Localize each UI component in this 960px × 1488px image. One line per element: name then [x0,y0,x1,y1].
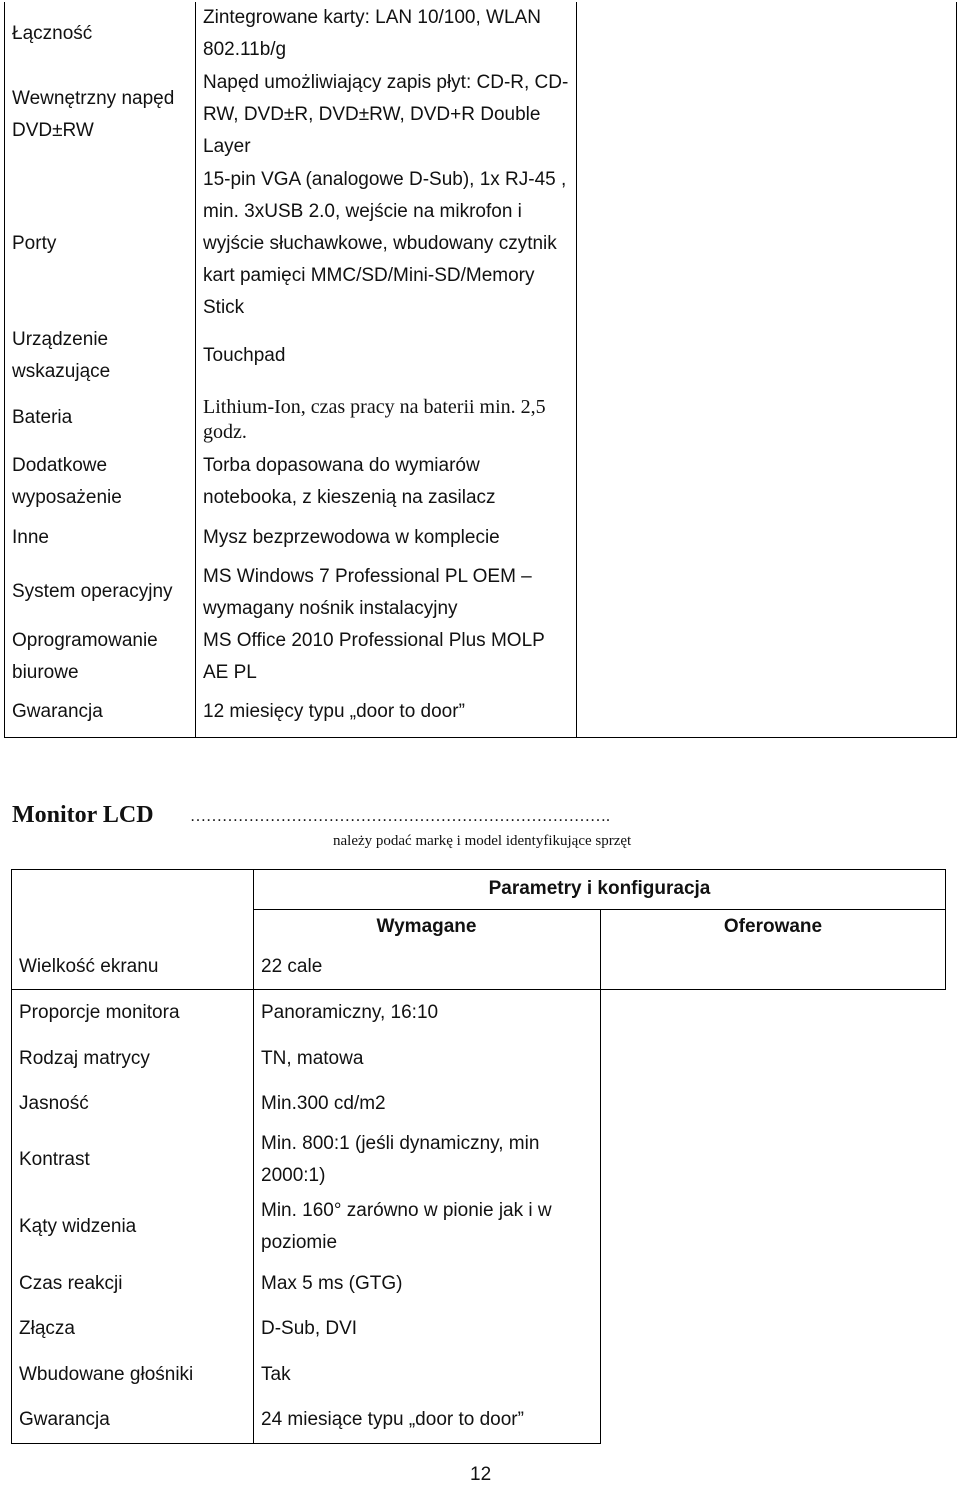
row-label: Dodatkowe wyposażenie [12,455,122,508]
row-label: Urządzenie wskazujące [12,329,111,382]
row-value: MS Office 2010 Professional Plus MOLP AE PL [203,630,545,683]
row-label: Bateria [12,407,73,428]
row-value: Torba dopasowana do wymiarów notebooka, z kieszenią na zasilacz [203,455,496,508]
row-value: TN, matowa [261,1048,364,1069]
row-label: Inne [12,527,49,548]
section-title: Monitor LCD [12,802,154,828]
row-value: 24 miesiące typu „door to door” [261,1409,524,1430]
row-value: MS Windows 7 Professional PL OEM – wymagany nośnik instalacyjny [203,566,532,619]
header-offered: Oferowane [723,916,823,937]
row-value: Mysz bezprzewodowa w komplecie [203,527,500,548]
row-label: Proporcje monitora [19,1002,180,1023]
row-value: D-Sub, DVI [261,1318,358,1339]
page-number: 12 [470,1464,492,1485]
row-label: Kąty widzenia [19,1216,137,1237]
row-label: Gwarancja [19,1409,110,1430]
row-value: 22 cale [261,956,323,977]
row-value: Min. 800:1 (jeśli dynamiczny, min 2000:1) [261,1133,540,1186]
row-value: Zintegrowane karty: LAN 10/100, WLAN 802.11b/g [203,7,541,60]
row-label: Oprogramowanie biurowe [12,630,158,683]
header-required: Wymagane [376,916,477,937]
row-value: Tak [261,1364,291,1385]
row-label: Wbudowane głośniki [19,1364,194,1385]
row-label: Rodzaj matrycy [19,1048,150,1069]
row-label: Kontrast [19,1149,90,1170]
row-value: Touchpad [203,345,286,366]
row-label: Wewnętrzny napęd DVD±RW [12,88,175,141]
row-value: Panoramiczny, 16:10 [261,1002,439,1023]
row-label: Gwarancja [12,701,103,722]
row-value: 12 miesięcy typu „door to door” [203,701,465,722]
row-label: System operacyjny [12,581,173,602]
row-value: 15-pin VGA (analogowe D-Sub), 1x RJ-45 , min. 3xUSB 2.0, wejście na mikrofon i wyjście słuchawkowe, wbudowany czytnik kart pamięci MMC/SD/Mini-SD/Memory Stick [203,169,567,318]
header-parameters: Parametry i konfiguracja [488,878,711,899]
brand-model-note: należy podać markę i model identyfikujące sprzęt [333,833,632,849]
brand-model-dots: ……………………………………………………………………. [190,808,610,825]
row-value: Min.300 cd/m2 [261,1093,386,1114]
row-label: Złącza [19,1318,75,1339]
row-value: Min. 160° zarówno w pionie jak i w poziomie [261,1200,552,1253]
row-label: Jasność [19,1093,89,1114]
row-value: Lithium-Ion, czas pracy na baterii min. 2,5 godz. [203,396,546,443]
row-label: Wielkość ekranu [19,956,159,977]
row-label: Łączność [12,23,93,44]
row-value: Max 5 ms (GTG) [261,1273,403,1294]
row-value: Napęd umożliwiający zapis płyt: CD-R, CD-RW, DVD±R, DVD±RW, DVD+R Double Layer [203,72,569,157]
row-label: Czas reakcji [19,1273,123,1294]
row-label: Porty [12,233,57,254]
